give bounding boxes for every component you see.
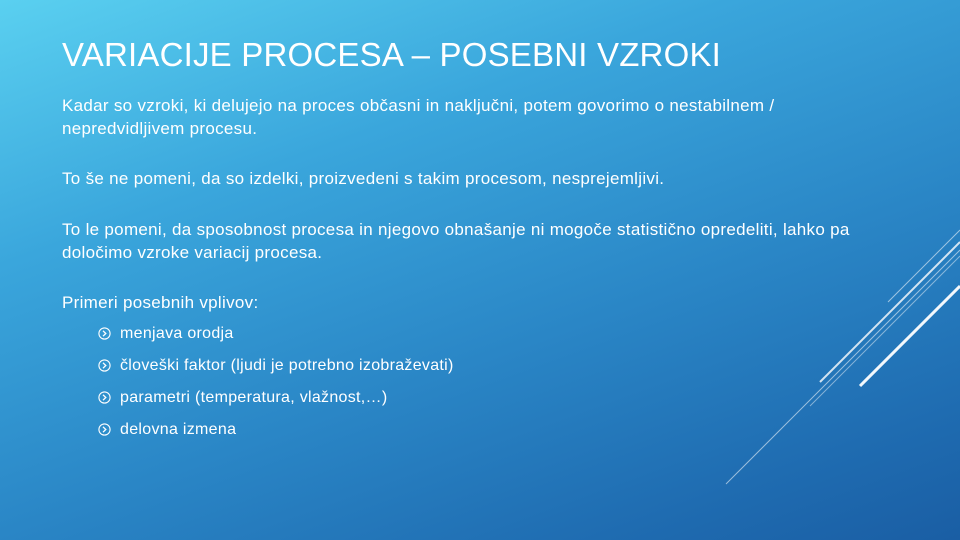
circled-chevron-right-icon bbox=[98, 359, 111, 372]
list-item-text: delovna izmena bbox=[120, 421, 237, 438]
paragraph-capability: To le pomeni, da sposobnost procesa in njegovo obnašanje ni mogoče statistično opredeliti, lahko pa določimo vzroke variacij procesa. bbox=[62, 220, 850, 262]
list-item-text: parametri (temperatura, vlažnost,…) bbox=[120, 389, 388, 406]
circled-chevron-right-icon bbox=[98, 423, 111, 436]
list-item bbox=[98, 418, 892, 450]
slide-content bbox=[62, 94, 892, 450]
circled-chevron-right-icon bbox=[98, 327, 111, 340]
list-item bbox=[98, 386, 892, 418]
slide-title: VARIACIJE PROCESA – POSEBNI VZROKI bbox=[62, 36, 722, 73]
paragraph-examples-heading: Primeri posebnih vplivov: bbox=[62, 293, 259, 312]
list-item-text: človeški faktor (ljudi je potrebno izobraževati) bbox=[120, 357, 454, 374]
list-item-text: menjava orodja bbox=[120, 325, 234, 342]
examples-list bbox=[62, 322, 892, 450]
paragraph-unstable-process: Kadar so vzroki, ki delujejo na proces občasni in naključni, potem govorimo o nestabilnem / nepredvidljivem procesu. bbox=[62, 96, 775, 138]
circled-chevron-right-icon bbox=[98, 391, 111, 404]
paragraph-not-unacceptable: To še ne pomeni, da so izdelki, proizvedeni s takim procesom, nesprejemljivi. bbox=[62, 169, 665, 188]
list-item bbox=[98, 354, 892, 386]
list-item bbox=[98, 322, 892, 354]
